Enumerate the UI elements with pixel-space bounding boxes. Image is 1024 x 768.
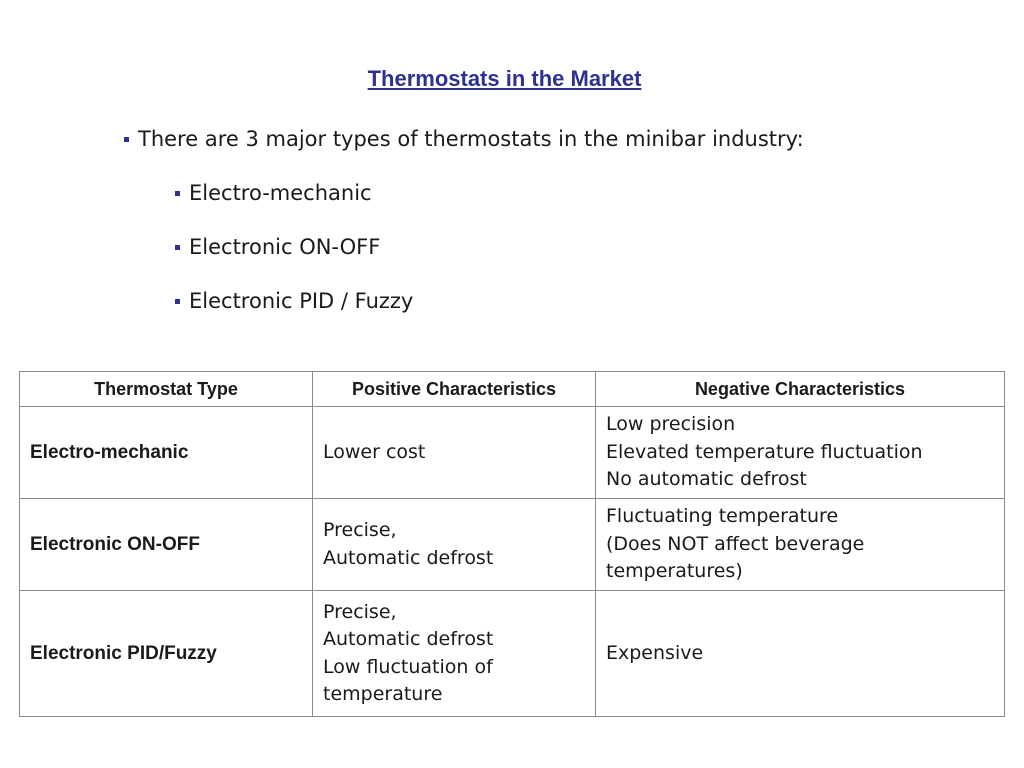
slide-title: Thermostats in the Market [367, 66, 642, 91]
positive-line: temperature [323, 683, 443, 705]
negative-line: temperatures) [606, 560, 743, 583]
positive-line: Automatic defrost [323, 628, 494, 650]
negative-line: Expensive [606, 641, 704, 664]
negative-cell [596, 591, 1005, 717]
negative-line: (Does NOT affect beverage [606, 532, 865, 555]
intro-bullet [124, 124, 804, 154]
type-bullet [175, 232, 804, 262]
square-bullet-icon [175, 191, 180, 196]
column-header: Positive Characteristics [313, 372, 596, 407]
negative-line: Elevated temperature fluctuation [606, 440, 923, 463]
type-bullet-text: Electronic PID / Fuzzy [189, 289, 414, 313]
positive-line: Automatic defrost [323, 546, 494, 569]
table-header-row [20, 372, 1005, 407]
column-header: Thermostat Type [20, 372, 313, 407]
positive-cell [313, 591, 596, 717]
bullet-list [124, 124, 804, 316]
thermostat-type-cell: Electronic ON-OFF [20, 499, 313, 591]
table-row [20, 591, 1005, 717]
negative-line: Fluctuating temperature [606, 505, 839, 528]
positive-line: Low fluctuation of [323, 655, 493, 678]
comparison-table [19, 371, 1005, 717]
square-bullet-icon [124, 137, 129, 142]
positive-line: Precise, [323, 600, 397, 623]
negative-line: Low precision [606, 413, 736, 436]
type-bullet-text: Electro-mechanic [189, 181, 372, 205]
positive-cell [313, 407, 596, 499]
positive-line: Precise, [323, 519, 397, 541]
thermostat-type-cell: Electro-mechanic [20, 407, 313, 499]
positive-cell [313, 499, 596, 591]
table-row [20, 499, 1005, 591]
negative-cell [596, 499, 1005, 591]
thermostat-type-cell: Electronic PID/Fuzzy [20, 591, 313, 717]
square-bullet-icon [175, 299, 180, 304]
type-bullet [175, 286, 804, 316]
negative-cell [596, 407, 1005, 499]
positive-line: Lower cost [323, 440, 426, 463]
type-bullet-text: Electronic ON-OFF [189, 235, 381, 259]
table-row [20, 407, 1005, 499]
column-header: Negative Characteristics [596, 372, 1005, 407]
intro-text: There are 3 major types of thermostats in the minibar industry: [138, 127, 804, 151]
square-bullet-icon [175, 245, 180, 250]
type-bullet [175, 178, 804, 208]
negative-line: No automatic defrost [606, 468, 807, 491]
